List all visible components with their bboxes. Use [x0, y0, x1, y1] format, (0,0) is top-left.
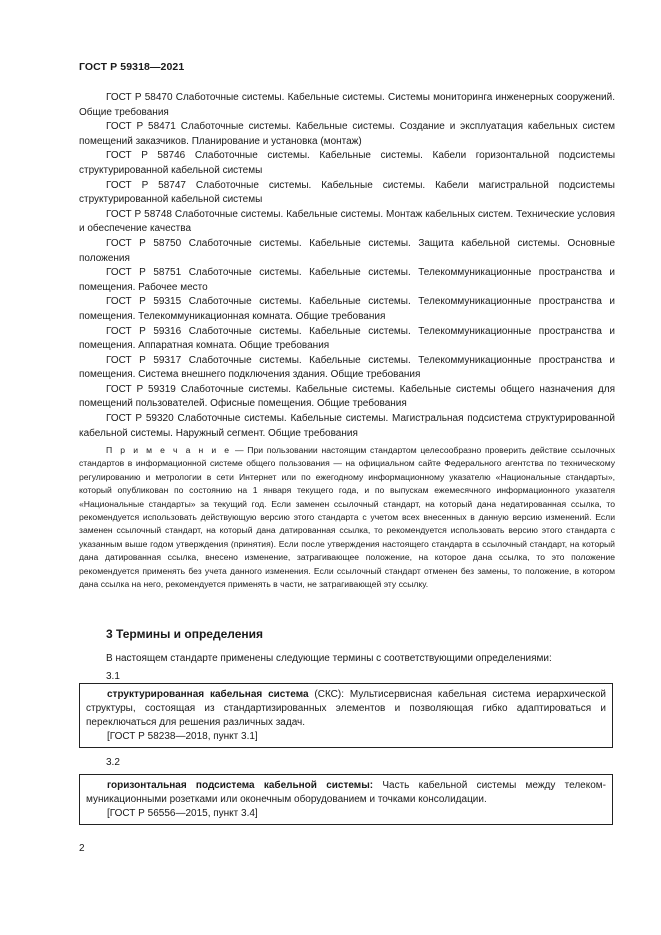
- reference-title: Слаботочные системы. Кабельные системы. Телекоммуникационные пространства и помещения. Рабочее место: [79, 267, 615, 293]
- reference-item: [79, 412, 615, 441]
- reference-title: Слаботочные системы. Кабельные системы. Создание и эксплуатация кабельных систем помещений заказчиков. Планирование и установка (монтаж): [79, 121, 615, 147]
- reference-title: Слаботочные системы. Кабельные системы. Защита кабельной системы. Основные положения: [79, 237, 615, 264]
- page-number: 2: [79, 843, 85, 854]
- reference-item: [79, 120, 615, 149]
- section-intro: В настоящем стандарте применены следующие термины с соответствующими определениями:: [106, 653, 552, 664]
- note-label: П р и м е ч а н и е: [106, 445, 232, 455]
- reference-item: [79, 354, 615, 383]
- reference-item: [79, 179, 615, 208]
- reference-code: ГОСТ Р 59316: [106, 325, 182, 337]
- term-number: 3.1: [106, 671, 120, 682]
- term-definition-box: [79, 774, 613, 825]
- term-name: структурированная кабельная система: [107, 689, 309, 700]
- reference-title: Слаботочные системы. Кабельные системы. Телекоммуникационные пространства и помещения. Телекоммуникационная комната. Общие требования: [79, 296, 615, 322]
- reference-title: Слаботочные системы. Кабельные системы. Магистральная подсистема структурированной кабельной системы. Наружный сегмент. Общие требования: [79, 413, 616, 439]
- term-source: [ГОСТ Р 56556—2015, пункт 3.4]: [107, 808, 258, 819]
- references-note: [79, 444, 615, 591]
- reference-title: Слаботочные системы. Кабельные системы. Системы мониторинга инженерных сооружений. Общие требования: [79, 92, 616, 118]
- note-text: — При пользовании настоящим стандартом целесообразно проверить действие ссылочных стандартов в информационной системе общего пользования — на официальном сайте Федерального агентства по техническому регулированию и метрологии в сети Интернет или по ежегодному информационному указателю «Национальные стандарты», который опубликован по состоянию на 1 января текущего года, и по выпускам ежемесячного информационного указателя «Национальные стандарты» за текущий год. Если заменен ссылочный стандарт, на который дана недатированная ссылка, то рекомендуется использовать действующую версию этого стандарта с учетом всех внесенных в данную версию изменений. Если заменен ссылочный стандарт, на который дана датированная ссылка, то рекомендуется использовать версию этого стандарта с указанным выше годом утверждения (принятия). Если после утверждения настоящего стандарта в ссылочный стандарт, на который дана датированная ссылка, внесено изменение, затрагивающее положение, на которое дана ссылка, то это положение рекомендуется применять без учета данного изменения. Если ссылочный стандарт отменен без замены, то положение, в котором дана ссылка на него, рекомендуется применять в части, не затрагивающей эту ссылку.: [79, 445, 615, 590]
- term-definition: [86, 688, 606, 730]
- reference-title: Слаботочные системы. Кабельные системы. Кабели магистральной подсистемы структурированной кабельной системы: [79, 179, 615, 206]
- reference-code: ГОСТ Р 59320: [106, 413, 174, 425]
- reference-item: [79, 325, 615, 354]
- term-number: 3.2: [106, 757, 120, 768]
- reference-item: [79, 237, 615, 266]
- reference-code: ГОСТ Р 58750: [106, 237, 182, 249]
- reference-item: [79, 208, 615, 237]
- reference-title: Слаботочные системы. Кабельные системы. Кабельные системы общего назначения для помещений пользователей. Офисные помещения. Общие требования: [79, 383, 615, 410]
- document-header: ГОСТ Р 59318—2021: [79, 61, 185, 73]
- reference-item: [79, 149, 615, 178]
- term-text: Часть кабельной системы между телекоммуникационными розетками или оконечным оборудованием и точками консолидации.: [86, 780, 607, 805]
- reference-title: Слаботочные системы. Кабельные системы. Телекоммуникационные пространства и помещения. Аппаратная комната. Общие требования: [79, 325, 615, 352]
- term-source: [ГОСТ Р 58238—2018, пункт 3.1]: [107, 731, 258, 742]
- reference-title: Слаботочные системы. Кабельные системы. Монтаж кабельных систем. Технические условия и обеспечение качества: [79, 208, 616, 235]
- reference-code: ГОСТ Р 58746: [106, 150, 186, 162]
- reference-code: ГОСТ Р 59319: [106, 383, 176, 395]
- reference-item: [79, 91, 615, 120]
- reference-code: ГОСТ Р 58470: [106, 92, 173, 103]
- reference-code: ГОСТ Р 59315: [106, 296, 182, 308]
- reference-code: ГОСТ Р 58748: [106, 208, 172, 220]
- reference-title: Слаботочные системы. Кабельные системы. Кабели горизонтальной подсистемы структурированной кабельной системы: [79, 150, 616, 176]
- term-name: горизонтальная подсистема кабельной системы:: [107, 780, 374, 791]
- reference-item: [79, 266, 615, 295]
- reference-code: ГОСТ Р 59317: [106, 354, 182, 366]
- term-definition-box: [79, 683, 613, 748]
- reference-code: ГОСТ Р 58471: [106, 121, 176, 133]
- reference-code: ГОСТ Р 58751: [106, 267, 182, 279]
- normative-references-list: [79, 91, 615, 441]
- section-heading: 3 Термины и определения: [106, 627, 264, 641]
- reference-item: [79, 383, 615, 412]
- term-text: (СКС): Мультисервисная кабельная система иерархической структуры, состоящая из стандартизированных элементов и позволяющая гибко адаптироваться и переключаться для решения различных задач.: [86, 689, 607, 728]
- term-definition: [86, 779, 606, 807]
- reference-title: Слаботочные системы. Кабельные системы. Телекоммуникационные пространства и помещения. Система внешнего подключения здания. Общие требования: [79, 354, 615, 381]
- reference-item: [79, 295, 615, 324]
- reference-code: ГОСТ Р 58747: [106, 179, 186, 191]
